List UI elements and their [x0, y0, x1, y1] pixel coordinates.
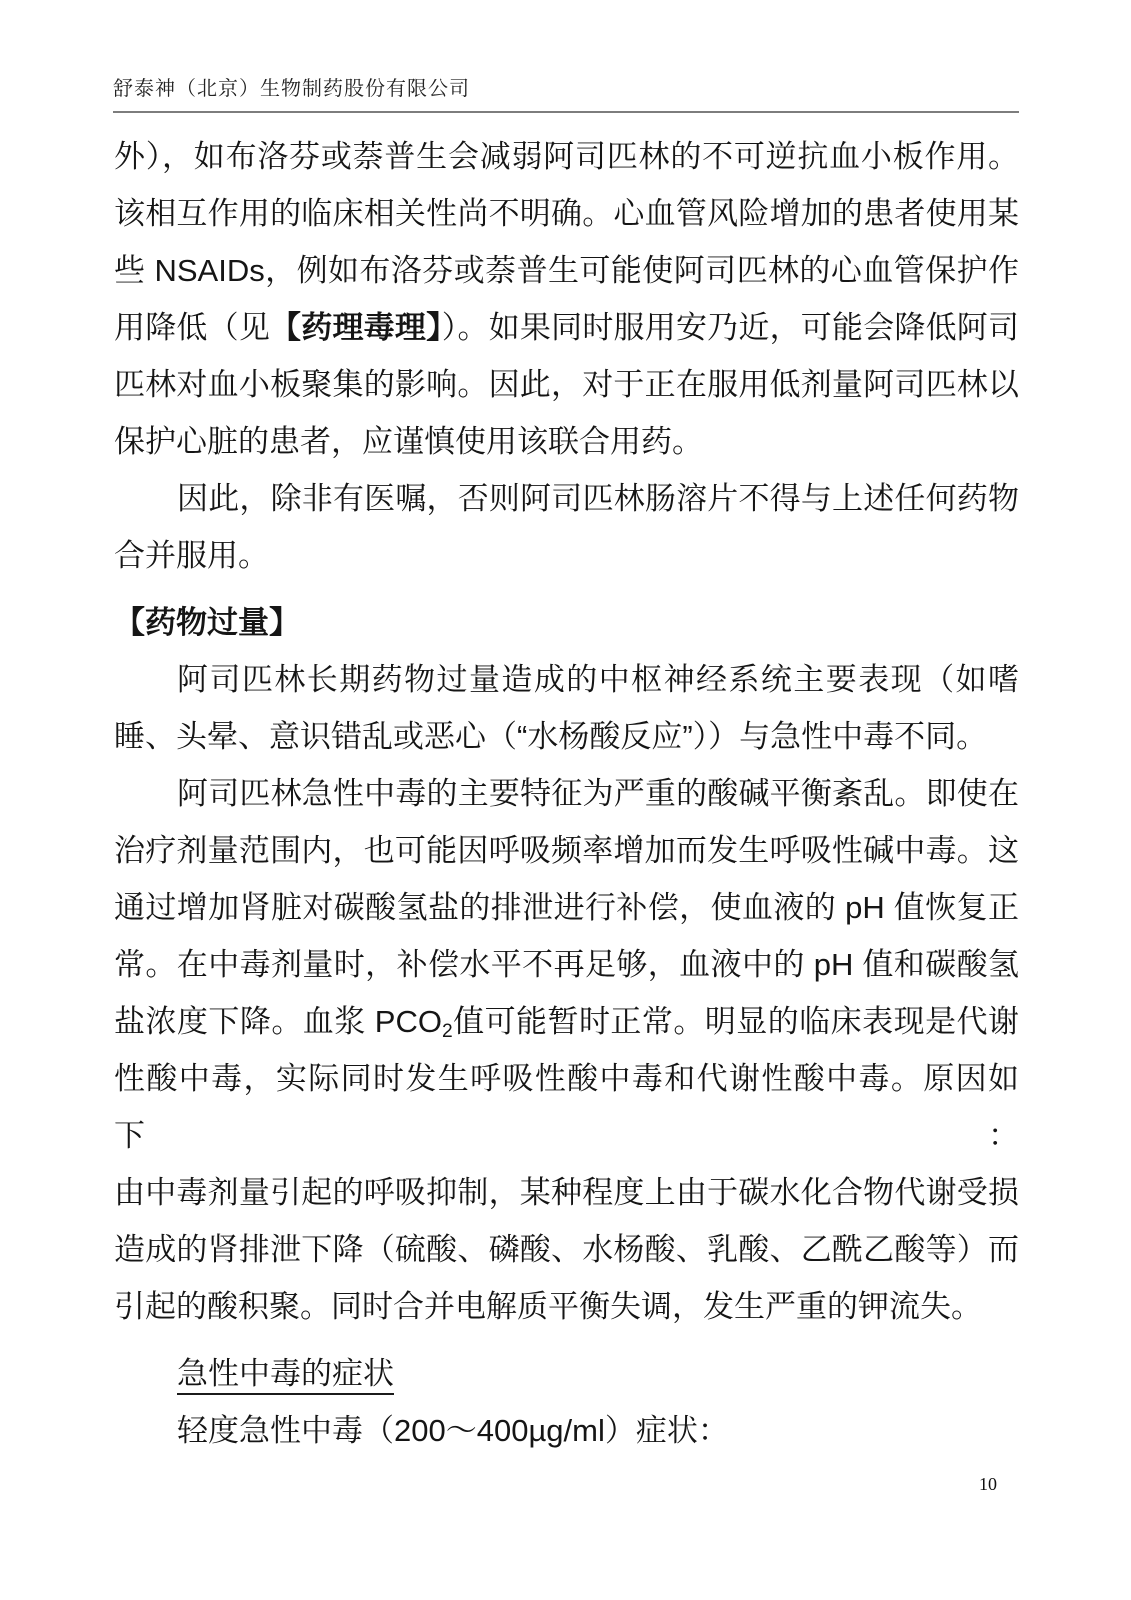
subscript-text: 2: [441, 1020, 453, 1042]
paragraph-line: 阿司匹林急性中毒的主要特征为严重的酸碱平衡紊乱。即使在: [177, 776, 1019, 811]
paragraph-line: 轻度急性中毒（200～400µg/ml）症状：: [177, 1413, 729, 1448]
text-run: 盐浓度下降。血浆 PCO: [114, 1004, 442, 1039]
text-run: ）。如果同时服用安乃近，可能会降低阿司: [441, 310, 1020, 345]
paragraph-line: 引起的酸积聚。同时合并电解质平衡失调，发生严重的钾流失。: [114, 1289, 982, 1324]
document-body: [114, 128, 1019, 1459]
page-header: [113, 72, 1019, 113]
paragraph-line: 些 NSAIDs，例如布洛芬或萘普生可能使阿司匹林的心血管保护作: [114, 253, 1019, 288]
paragraph-line: 性酸中毒，实际同时发生呼吸性酸中毒和代谢性酸中毒。原因如下：: [114, 1061, 1019, 1153]
underlined-text: 急性中毒的症状: [177, 1356, 394, 1395]
paragraph-line: [114, 299, 1019, 356]
subheading-acute-toxicity-symptoms: [114, 1345, 1019, 1402]
page-number: 10: [979, 1474, 997, 1494]
paragraph-line: 常。在中毒剂量时，补偿水平不再足够，血液中的 pH 值和碳酸氢: [114, 947, 1019, 982]
paragraph-line: 造成的肾排泄下降（硫酸、磷酸、水杨酸、乳酸、乙酰乙酸等）而: [114, 1232, 1019, 1267]
paragraph-line: 匹林对血小板聚集的影响。因此，对于正在服用低剂量阿司匹林以: [114, 367, 1019, 402]
paragraph-line: 保护心脏的患者，应谨慎使用该联合用药。: [114, 424, 703, 459]
paragraph-line: 治疗剂量范围内，也可能因呼吸频率增加而发生呼吸性碱中毒。这: [114, 833, 1019, 868]
paragraph-line: 由中毒剂量引起的呼吸抑制，某种程度上由于碳水化合物代谢受损: [114, 1175, 1019, 1210]
section-heading-overdose: 【药物过量】: [114, 605, 300, 640]
bold-text-run: 【药理毒理】: [270, 310, 442, 345]
paragraph-line: 通过增加肾脏对碳酸氢盐的排泄进行补偿，使血液的 pH 值恢复正: [114, 890, 1019, 925]
paragraph-line: 该相互作用的临床相关性尚不明确。心血管风险增加的患者使用某: [114, 196, 1019, 231]
text-run: 值可能暂时正常。明显的临床表现是代谢: [452, 1004, 1019, 1039]
text-run: 用降低（见: [114, 310, 271, 345]
paragraph-line: [114, 993, 1019, 1050]
paragraph-line: 睡、头晕、意识错乱或恶心（“水杨酸反应”））与急性中毒不同。: [114, 719, 988, 754]
company-name: 舒泰神（北京）生物制药股份有限公司: [113, 78, 470, 100]
paragraph-line: 外），如布洛芬或萘普生会减弱阿司匹林的不可逆抗血小板作用。: [114, 139, 1019, 174]
paragraph-line: 合并服用。: [114, 538, 269, 573]
paragraph-line: 因此，除非有医嘱，否则阿司匹林肠溶片不得与上述任何药物: [177, 481, 1019, 516]
paragraph-line: 阿司匹林长期药物过量造成的中枢神经系统主要表现（如嗜: [177, 662, 1019, 697]
page-footer: [958, 1474, 1018, 1495]
